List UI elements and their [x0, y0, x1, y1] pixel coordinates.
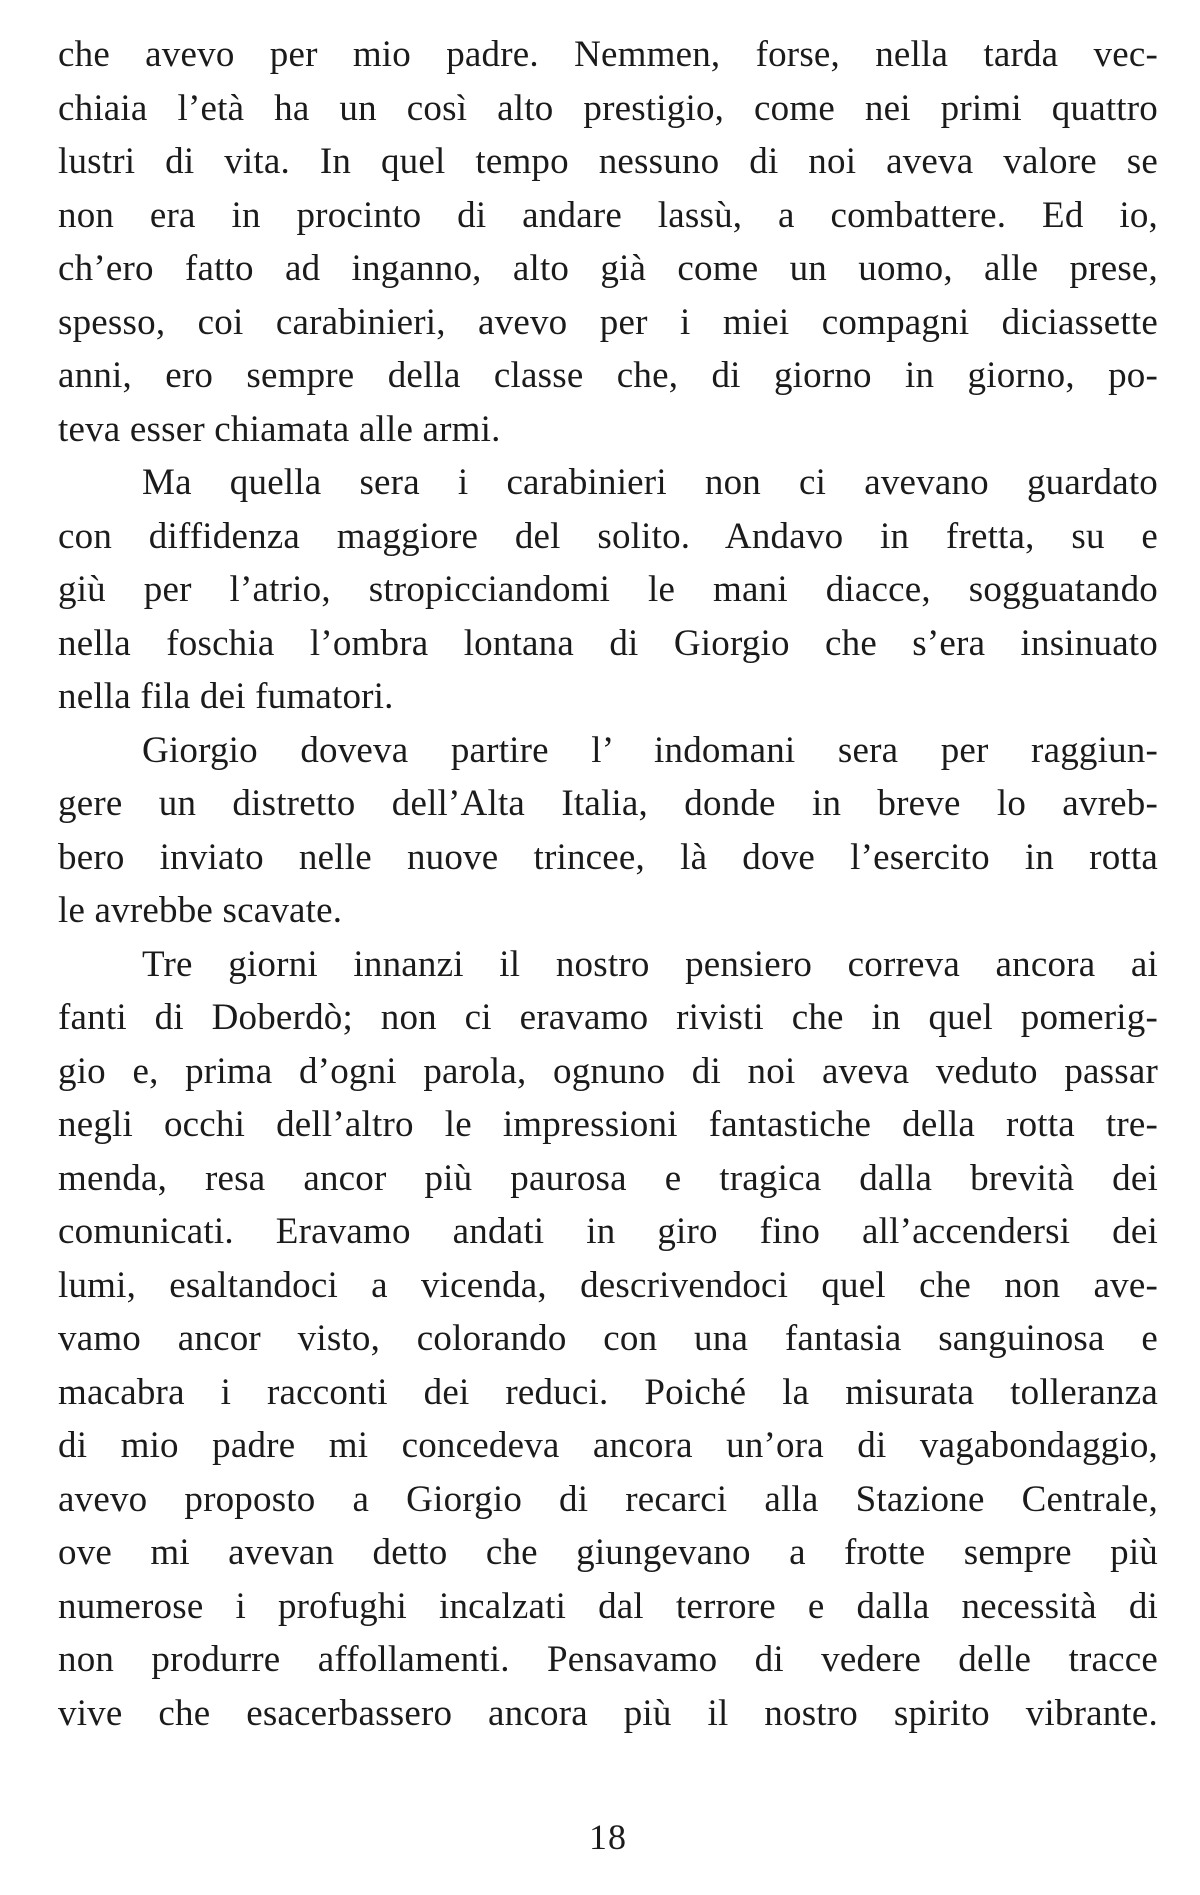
text-line-28: avevo proposto a Giorgio di recarci alla Stazione Centrale, — [58, 1478, 1158, 1520]
body-text — [58, 28, 1158, 1740]
text-line-1: che avevo per mio padre. Nemmen, forse, nella tarda vec- — [58, 34, 1158, 75]
text-line-13: nella fila dei fumatori. — [58, 676, 394, 717]
text-line-7: anni, ero sempre della classe che, di giorno in giorno, po- — [58, 355, 1158, 396]
text-line-21: negli occhi dell’altro le impressioni fantastiche della rotta tre- — [58, 1104, 1158, 1145]
text-line-20: gio e, prima d’ogni parola, ognuno di noi aveva veduto passar — [58, 1050, 1158, 1092]
text-line-3: lustri di vita. In quel tempo nessuno di noi aveva valore se — [58, 141, 1158, 182]
text-line-32: vive che esacerbassero ancora più il nostro spirito vibrante. — [58, 1692, 1158, 1734]
text-line-2: chiaia l’età ha un così alto prestigio, come nei primi quattro — [58, 87, 1158, 129]
text-line-29: ove mi avevan detto che giungevano a frotte sempre più — [58, 1532, 1158, 1573]
text-line-17: le avrebbe scavate. — [58, 890, 343, 931]
text-line-16: bero inviato nelle nuove trincee, là dove l’esercito in rotta — [58, 836, 1158, 878]
text-line-26: macabra i racconti dei reduci. Poiché la misurata tolleranza — [58, 1371, 1158, 1413]
text-line-4: non era in procinto di andare lassù, a combattere. Ed io, — [58, 194, 1158, 236]
text-line-25: vamo ancor visto, colorando con una fantasia sanguinosa e — [58, 1318, 1158, 1359]
text-line-9: Ma quella sera i carabinieri non ci avevano guardato — [142, 462, 1158, 503]
text-line-10: con diffidenza maggiore del solito. Andavo in fretta, su e — [58, 515, 1158, 557]
text-line-18: Tre giorni innanzi il nostro pensiero correva ancora ai — [142, 943, 1158, 985]
text-line-12: nella foschia l’ombra lontana di Giorgio che s’era insinuato — [58, 622, 1158, 664]
text-line-30: numerose i profughi incalzati dal terrore e dalla necessità di — [58, 1585, 1158, 1627]
book-page — [58, 28, 1158, 1868]
text-line-19: fanti di Doberdò; non ci eravamo rivisti che in quel pomerig- — [58, 997, 1158, 1038]
text-line-5: ch’ero fatto ad inganno, alto già come un uomo, alle prese, — [58, 248, 1158, 289]
text-line-31: non produrre affollamenti. Pensavamo di vedere delle tracce — [58, 1639, 1158, 1680]
text-line-24: lumi, esaltandoci a vicenda, descrivendoci quel che non ave- — [58, 1264, 1158, 1306]
text-line-6: spesso, coi carabinieri, avevo per i miei compagni diciassette — [58, 301, 1158, 343]
text-line-27: di mio padre mi concedeva ancora un’ora di vagabondaggio, — [58, 1425, 1158, 1466]
text-line-23: comunicati. Eravamo andati in giro fino all’accendersi dei — [58, 1211, 1158, 1252]
text-line-15: gere un distretto dell’Alta Italia, donde in breve lo avreb- — [58, 783, 1158, 824]
text-line-11: giù per l’atrio, stropicciandomi le mani diacce, sogguatando — [58, 569, 1158, 610]
page-number: 18 — [589, 1817, 627, 1857]
text-line-22: menda, resa ancor più paurosa e tragica dalla brevità dei — [58, 1157, 1158, 1199]
text-line-8: teva esser chiamata alle armi. — [58, 408, 501, 450]
text-line-14: Giorgio doveva partire l’ indomani sera per raggiun- — [142, 729, 1158, 771]
